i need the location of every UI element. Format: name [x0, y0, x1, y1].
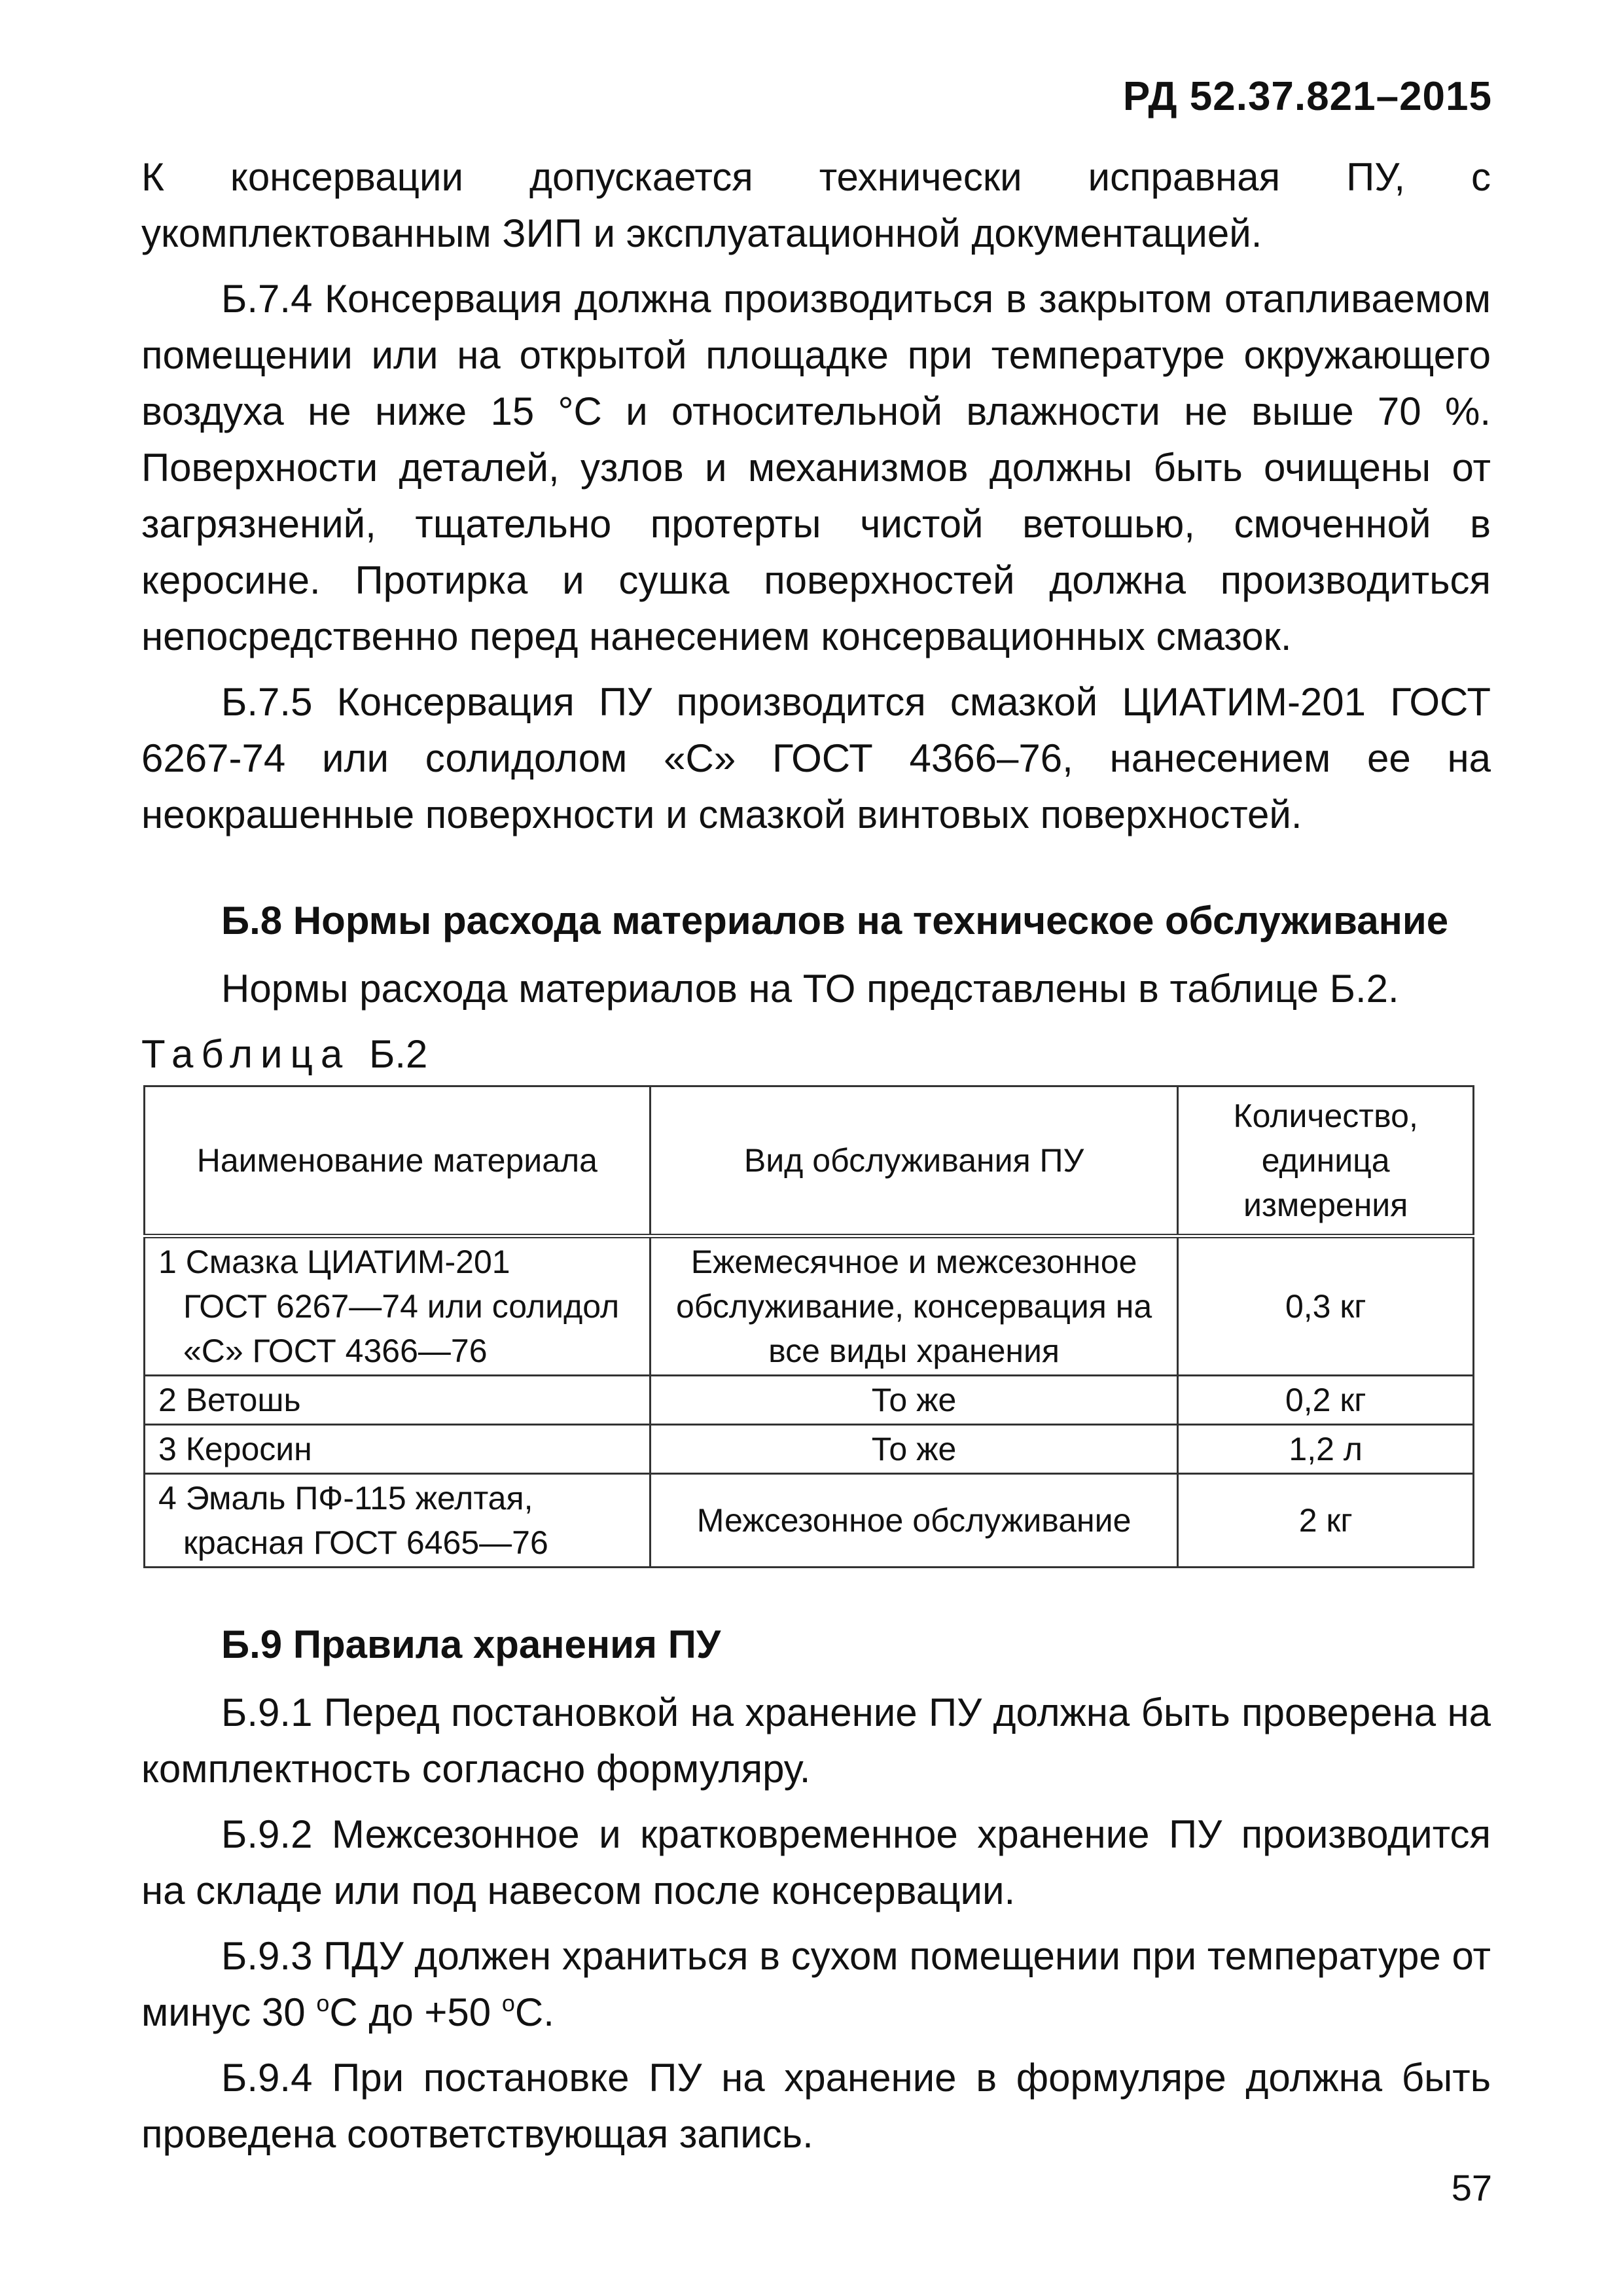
column-header-service: Вид обслуживания ПУ	[650, 1086, 1178, 1236]
table-row	[145, 1474, 1474, 1568]
column-header-quantity: Количество, единица измерения	[1178, 1086, 1474, 1236]
paragraph-b-7-5: Б.7.5 Консервация ПУ производится смазкой ЦИАТИМ-201 ГОСТ 6267-74 или солидолом «С» ГОСТ 4366–76, нанесением ее на неокрашенные поверхности и смазкой винтовых поверхностей.	[141, 680, 1491, 836]
degree-mark: о	[316, 1990, 330, 2017]
document-code: РД 52.37.821–2015	[1122, 74, 1492, 119]
cell-material	[145, 1474, 651, 1568]
cell-quantity: 2 кг	[1178, 1474, 1474, 1568]
table-header-row	[145, 1086, 1474, 1236]
cell-quantity: 0,2 кг	[1178, 1376, 1474, 1425]
material-name: 1 Смазка ЦИАТИМ-201	[158, 1244, 510, 1280]
b93-text-start: Б.9.3 ПДУ должен храниться в сухом помещении при температуре от минус 30	[141, 1934, 1491, 2034]
b93-text-end: С.	[514, 1990, 554, 2034]
section-heading-b9: Б.9 Правила хранения ПУ	[221, 1623, 721, 1666]
cell-quantity: 1,2 л	[1178, 1425, 1474, 1474]
b93-text-middle: С до +50	[329, 1990, 502, 2034]
table-caption	[141, 1026, 1491, 1083]
materials-norms-table	[143, 1085, 1474, 1568]
paragraph-conservation-allowed: К консервации допускается технически исправная ПУ, с укомплектованным ЗИП и эксплуатационной документацией.	[141, 155, 1491, 255]
degree-mark: о	[501, 1990, 515, 2017]
cell-service: Межсезонное обслуживание	[650, 1474, 1178, 1568]
cell-material	[145, 1376, 651, 1425]
cell-service: То же	[650, 1376, 1178, 1425]
table-row	[145, 1425, 1474, 1474]
table-row	[145, 1236, 1474, 1376]
section-heading-b8: Б.8 Нормы расхода материалов на техническое обслуживание	[221, 899, 1449, 942]
material-name: 2 Ветошь	[158, 1382, 301, 1418]
paragraph-b-7-4: Б.7.4 Консервация должна производиться в закрытом отапливаемом помещении или на открытой площадке при температуре окружающего воздуха не ниже 15 °С и относительной влажности не выше 70 %. Поверхности деталей, узлов и механизмов должны быть очищены от загрязнений, тщательно протерты чистой ветошью, смоченной в керосине. Протирка и сушка поверхностей должна производиться непосредственно перед нанесением консервационных смазок.	[141, 277, 1491, 658]
cell-material	[145, 1425, 651, 1474]
paragraph-b-9-3	[141, 1928, 1491, 2041]
cell-quantity: 0,3 кг	[1178, 1236, 1474, 1376]
paragraph-b-9-1: Б.9.1 Перед постановкой на хранение ПУ должна быть проверена на комплектность согласно формуляру.	[141, 1691, 1491, 1791]
document-body	[141, 149, 1491, 2172]
paragraph-b8-intro: Нормы расхода материалов на ТО представлены в таблице Б.2.	[221, 967, 1399, 1011]
cell-material	[145, 1236, 651, 1376]
page-number: 57	[1451, 2167, 1492, 2208]
material-name-continued: ГОСТ 6267—74 или солидол «С» ГОСТ 4366—76	[183, 1288, 620, 1369]
table-row	[145, 1376, 1474, 1425]
material-name-continued: красная ГОСТ 6465—76	[183, 1524, 548, 1561]
paragraph-b-9-2: Б.9.2 Межсезонное и кратковременное хранение ПУ производится на складе или под навесом после консервации.	[141, 1812, 1491, 1912]
cell-service: Ежемесячное и межсезонное обслуживание, консервация на все виды хранения	[650, 1236, 1178, 1376]
material-name: 4 Эмаль ПФ-115 желтая,	[158, 1480, 533, 1516]
paragraph-b-9-4: Б.9.4 При постановке ПУ на хранение в формуляре должна быть проведена соответствующая запись.	[141, 2056, 1491, 2156]
column-header-material: Наименование материала	[145, 1086, 651, 1236]
cell-service: То же	[650, 1425, 1178, 1474]
material-name: 3 Керосин	[158, 1431, 312, 1467]
table-caption-word: Таблица	[141, 1032, 351, 1076]
table-caption-number: Б.2	[368, 1032, 428, 1076]
